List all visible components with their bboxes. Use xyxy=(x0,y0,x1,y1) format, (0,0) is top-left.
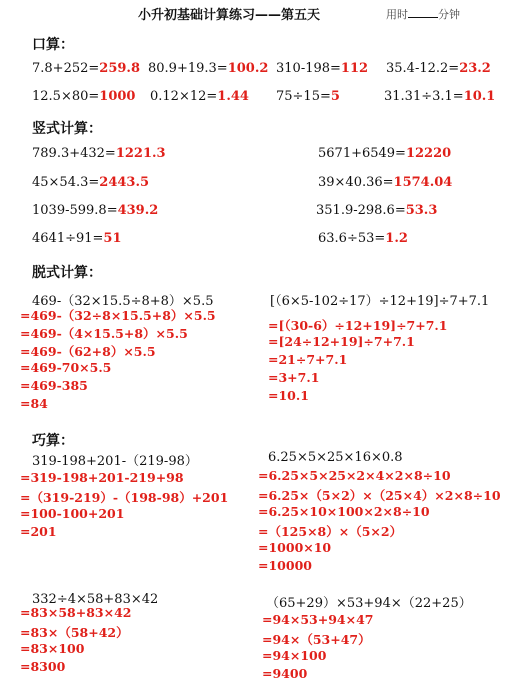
oral-item: 31.31÷3.1=10.1 xyxy=(384,89,496,104)
oral-item: 80.9+19.3=100.2 xyxy=(148,61,269,76)
step-line: =83×100 xyxy=(20,641,85,656)
vertical-item: 45×54.3=2443.5 xyxy=(32,175,150,190)
oral-item: 75÷15=5 xyxy=(276,89,340,104)
step-line: =[（30-6）÷12+19]÷7+7.1 xyxy=(268,318,448,333)
vertical-item: 789.3+432=1221.3 xyxy=(32,146,166,161)
step-line: =[24÷12+19]÷7+7.1 xyxy=(268,334,415,349)
page-title: 小升初基础计算练习——第五天 xyxy=(138,8,321,23)
stepwise-heading: 脱式计算： xyxy=(32,265,102,281)
step-line: =3+7.1 xyxy=(268,370,320,385)
step-line: =469-70×5.5 xyxy=(20,360,112,375)
vertical-item: 4641÷91=51 xyxy=(32,231,122,246)
clever-d-problem: （65+29）×53+94×（22+25） xyxy=(266,596,472,611)
vertical-item: 63.6÷53=1.2 xyxy=(318,231,408,246)
oral-item: 12.5×80=1000 xyxy=(32,89,136,104)
step-line: =469-（62+8）×5.5 xyxy=(20,344,156,359)
oral-item: 310-198=112 xyxy=(276,61,369,76)
step-line: =10.1 xyxy=(268,388,309,403)
step-line: =（125×8）×（5×2） xyxy=(258,524,403,539)
step-line: =469-（32÷8×15.5+8）×5.5 xyxy=(20,308,216,323)
clever-b-problem: 6.25×5×25×16×0.8 xyxy=(268,450,403,465)
time-blank[interactable] xyxy=(408,7,438,18)
step-line: =21÷7+7.1 xyxy=(268,352,348,367)
vertical-item: 39×40.36=1574.04 xyxy=(318,175,453,190)
step-line: =（319-219）-（198-98）+201 xyxy=(20,490,229,505)
vertical-item: 351.9-298.6=53.3 xyxy=(316,203,438,218)
step-line: =6.25×10×100×2×8÷10 xyxy=(258,504,430,519)
step-line: =94×100 xyxy=(262,648,327,663)
oral-heading: 口算： xyxy=(32,37,74,53)
step-line: =84 xyxy=(20,396,48,411)
step-line: =319-198+201-219+98 xyxy=(20,470,184,485)
oral-item: 35.4-12.2=23.2 xyxy=(386,61,491,76)
minutes-label: 分钟 xyxy=(438,8,460,21)
clever-c-problem: 332÷4×58+83×42 xyxy=(32,592,159,607)
step-line: =1000×10 xyxy=(258,540,332,555)
step-line: =469-385 xyxy=(20,378,88,393)
vertical-item: 5671+6549=12220 xyxy=(318,146,452,161)
time-label: 用时 xyxy=(386,8,408,21)
step-line: =469-（4×15.5+8）×5.5 xyxy=(20,326,188,341)
step-line: =94×（53+47） xyxy=(262,632,371,647)
step-line: =6.25×（5×2）×（25×4）×2×8÷10 xyxy=(258,488,501,503)
step-line: =100-100+201 xyxy=(20,506,125,521)
vertical-item: 1039-599.8=439.2 xyxy=(32,203,159,218)
vertical-heading: 竖式计算： xyxy=(32,121,102,137)
step-line: =9400 xyxy=(262,666,308,681)
time-record xyxy=(386,6,460,22)
clever-heading: 巧算： xyxy=(32,433,74,449)
step-line: =8300 xyxy=(20,659,66,674)
clever-a-problem: 319-198+201-（219-98） xyxy=(32,454,198,469)
step-line: =94×53+94×47 xyxy=(262,612,374,627)
step-line: =6.25×5×25×2×4×2×8÷10 xyxy=(258,468,451,483)
stepwise-right-problem: [（6×5-102÷17）÷12+19]÷7+7.1 xyxy=(270,294,490,309)
step-line: =10000 xyxy=(258,558,312,573)
stepwise-left-problem: 469-（32×15.5÷8+8）×5.5 xyxy=(32,294,214,309)
step-line: =83×58+83×42 xyxy=(20,605,132,620)
step-line: =83×（58+42） xyxy=(20,625,129,640)
step-line: =201 xyxy=(20,524,57,539)
oral-item: 7.8+252=259.8 xyxy=(32,61,140,76)
oral-item: 0.12×12=1.44 xyxy=(150,89,249,104)
